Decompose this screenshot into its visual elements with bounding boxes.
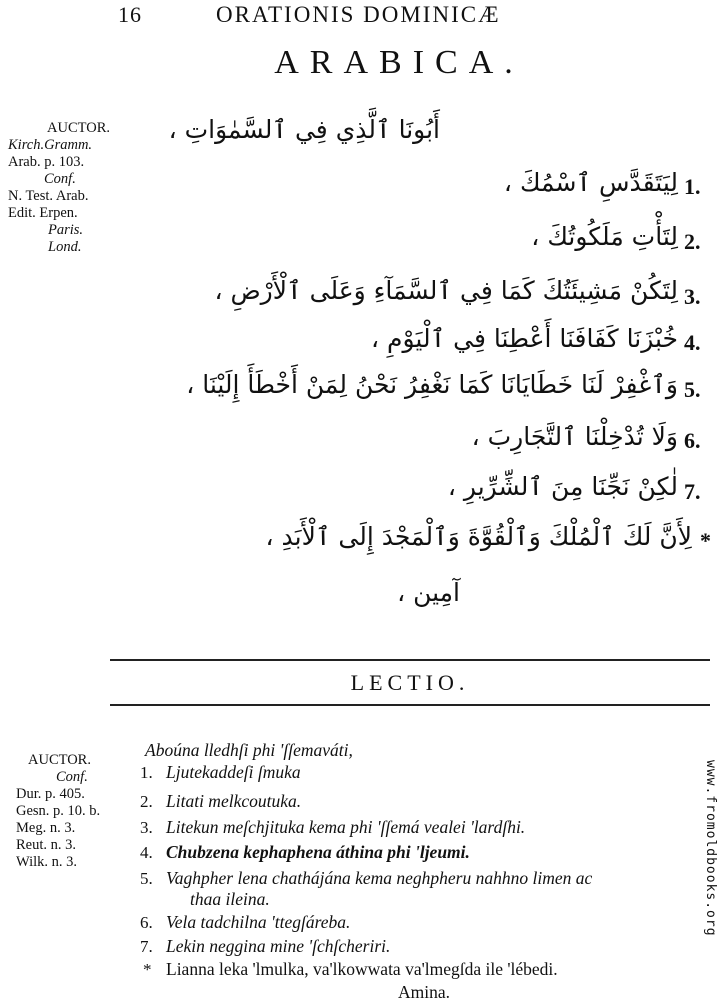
sidenote-line: Gesn. p. 10. b. [16, 803, 101, 819]
sidenote-line: Reut. n. 3. [16, 837, 77, 853]
translit-text: Amina. [398, 982, 451, 1002]
verse-number: 2. [684, 229, 701, 254]
sidenote-line: Kirch.Gramm. [8, 137, 93, 153]
sidenote-line: Lond. [48, 239, 82, 255]
arabic-verse: لٰكِنْ نَجِّنَا مِنَ ٱلشِّرِّيرِ ، [447, 472, 678, 501]
translit-number: 5. [140, 869, 153, 888]
page-number: 16 [118, 2, 142, 27]
lectio-title: LECTIO. [350, 670, 470, 695]
arabic-verse: خُبْزَنَا كَفَافَنَا أَعْطِنَا فِي ٱلْيَوْمِ ، [371, 324, 678, 353]
translit-text: Ljutekaddeſi ſmuka [166, 762, 301, 782]
arabic-verse: لِيَتَقَدَّسِ ٱسْمُكَ ، [503, 168, 678, 197]
translit-line [166, 791, 301, 812]
sidenote-line: Wilk. n. 3. [16, 854, 78, 870]
translit-number: 2. [140, 792, 153, 811]
translit-line [166, 868, 592, 889]
divider-rule-top [110, 659, 710, 661]
translit-text: Lianna leka 'lmulka, va'lkowwata va'lmegſda ile 'lébedi. [166, 959, 558, 979]
arabic-verse: لِأَنَّ لَكَ ٱلْمُلْكَ وَٱلْقُوَّةَ وَٱلْمَجْدَ إِلَى ٱلْأَبَدِ ، [265, 522, 692, 551]
translit-number: 6. [140, 913, 153, 932]
translit-line [166, 817, 525, 838]
translit-text: Vaghpher lena chathájána kema neghpheru nahhno limen ac [166, 868, 593, 888]
verse-number: 6. [684, 428, 701, 453]
sidenote-line: N. Test. Arab. [8, 188, 89, 204]
verse-number: 1. [684, 174, 701, 199]
sidenote-line: Edit. Erpen. [8, 205, 78, 221]
section-title: ARABICA. [274, 44, 524, 81]
translit-line [166, 959, 558, 980]
sidenote-bottom [16, 752, 126, 871]
sidenote-line: AUCTOR. [47, 120, 110, 136]
verse-number: 7. [684, 479, 701, 504]
translit-text: Litekun meſchjituka kema phi 'ſſemá vealei 'lardſhi. [166, 817, 526, 837]
translit-text: Chubzena kephaphena áthina phi 'ljeumi. [166, 842, 470, 862]
translit-line [166, 762, 301, 783]
divider-rule-bottom [110, 704, 710, 706]
arabic-verse: وَٱغْفِرْ لَنَا خَطَايَانَا كَمَا نَغْفِرُ نَحْنُ لِمَنْ أَخْطَأَ إِلَيْنَا ، [186, 370, 678, 399]
arabic-verse: لِتَأْتِ مَلَكُوتُكَ ، [531, 222, 678, 251]
translit-line [166, 936, 390, 957]
translit-line [166, 842, 470, 863]
sidenote-line: Conf. [56, 769, 88, 785]
translit-line [398, 982, 450, 1003]
translit-line [145, 740, 353, 761]
translit-text: Lekin neggina mine 'ſchſcheriri. [166, 936, 391, 956]
running-head: ORATIONIS DOMINICÆ [216, 2, 501, 27]
translit-number: 3. [140, 818, 153, 837]
translit-number: 4. [140, 843, 153, 862]
arabic-verse: لِتَكُنْ مَشِيئَتُكَ كَمَا فِي ٱلسَّمَآءِ وَعَلَى ٱلْأَرْضِ ، [214, 276, 678, 305]
arabic-verse: أَبُونَا ٱلَّذِي فِي ٱلسَّمٰوَاتِ ، [168, 115, 440, 144]
arabic-verse: وَلَا تُدْخِلْنَا ٱلتَّجَارِبَ ، [471, 422, 678, 451]
verse-number: * [700, 528, 711, 553]
sidenote-line: Conf. [44, 171, 76, 187]
arabic-verse: آمِين ، [397, 578, 460, 607]
translit-line [166, 912, 350, 933]
translit-number: 7. [140, 937, 153, 956]
sidenote-line: Paris. [48, 222, 84, 238]
verse-number: 3. [684, 284, 701, 309]
translit-text: thaa ileina. [190, 889, 270, 909]
translit-text: Litati melkcoutuka. [166, 791, 302, 811]
sidenote-top [8, 120, 118, 256]
sidenote-line: Meg. n. 3. [16, 820, 76, 836]
sidenote-line: AUCTOR. [28, 752, 91, 768]
translit-line [190, 889, 270, 910]
verse-number: 5. [684, 377, 701, 402]
verse-number: 4. [684, 330, 701, 355]
sidenote-line: Dur. p. 405. [16, 786, 85, 802]
watermark: www.fromoldbooks.org [703, 760, 718, 937]
translit-text: Aboúna lledhſi phi 'ſſemaváti, [145, 740, 353, 760]
sidenote-line: Arab. p. 103. [8, 154, 85, 170]
translit-text: Vela tadchilna 'ttegſáreba. [166, 912, 351, 932]
translit-number: * [143, 960, 152, 979]
translit-number: 1. [140, 763, 153, 782]
